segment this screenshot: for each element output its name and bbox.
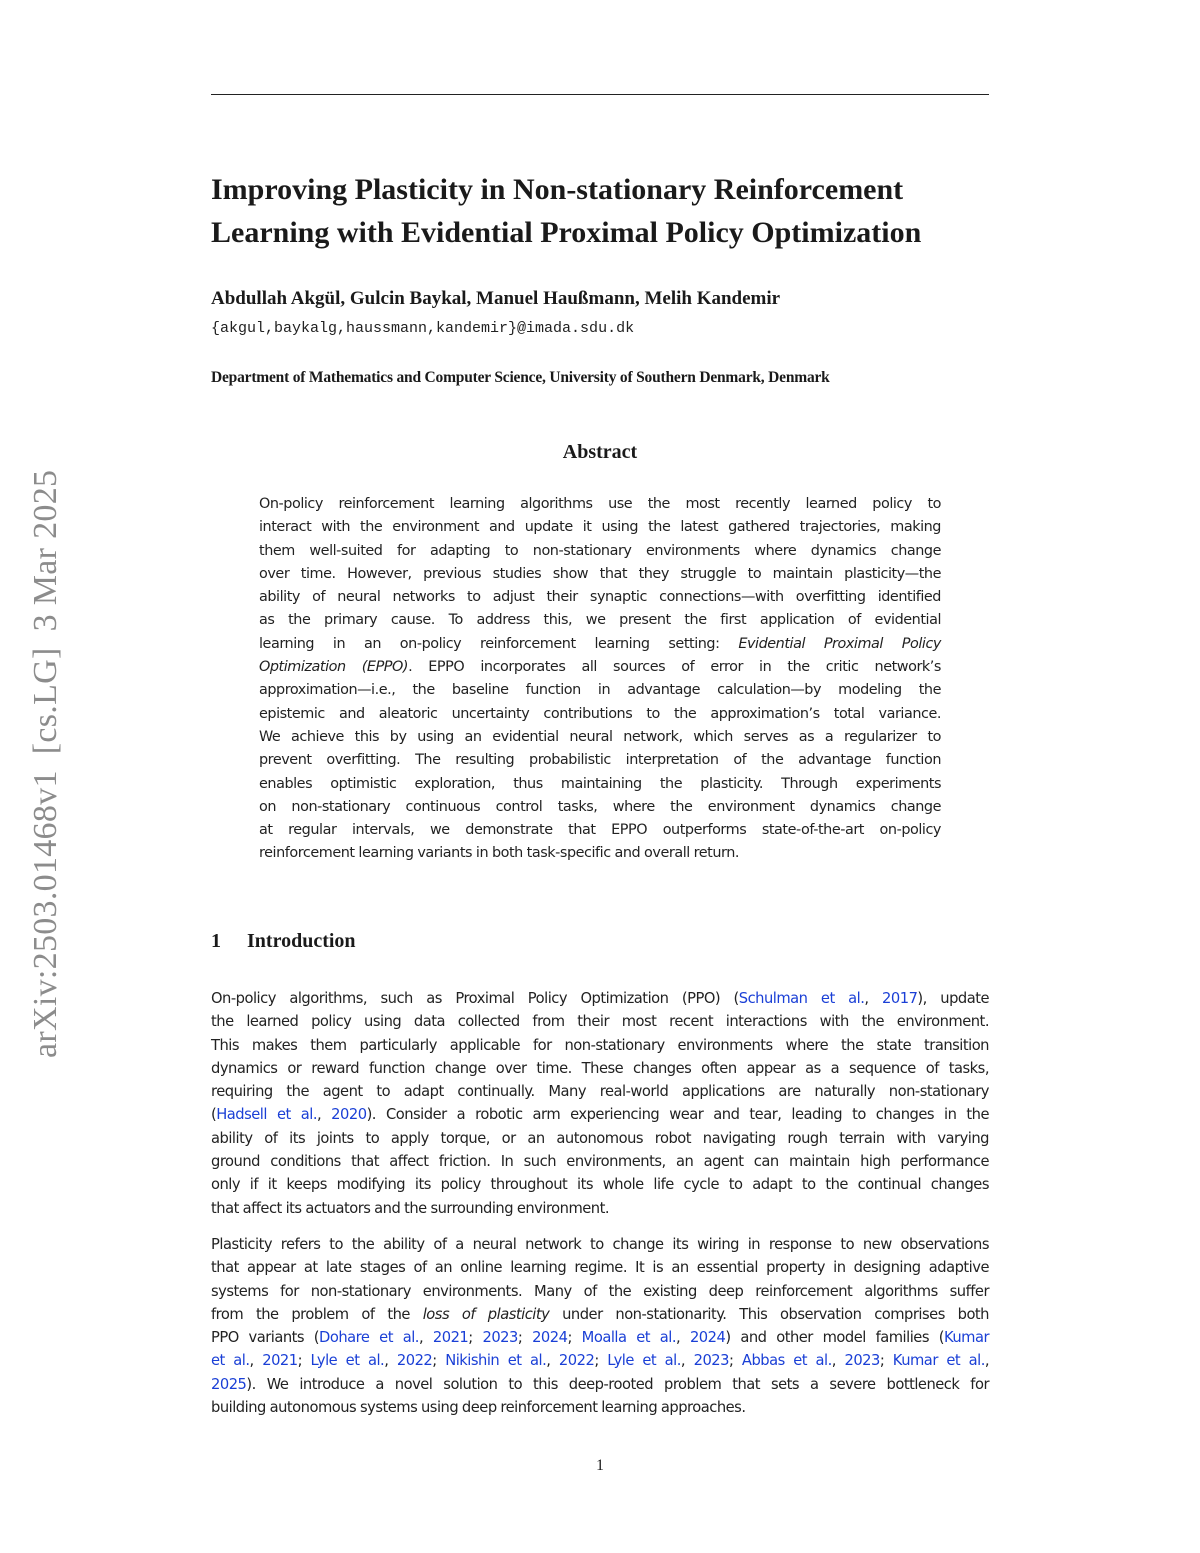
paragraph-line: building autonomous systems using deep reinforcement learning approaches. bbox=[211, 1399, 746, 1417]
citation-link[interactable]: 2024 bbox=[532, 1329, 568, 1347]
abstract-text: . EPPO incorporates all sources of error in the critic network’s bbox=[408, 659, 941, 676]
abstract-emphasis: Optimization (EPPO) bbox=[259, 659, 409, 676]
section-number: 1 bbox=[211, 930, 221, 952]
paragraph-line: ability of its joints to apply torque, or an autonomous robot navigating rough terrain with varying bbox=[211, 1129, 989, 1147]
abstract-line: ability of neural networks to adjust their synaptic connections—with overfitting identified bbox=[259, 589, 941, 606]
top-rule bbox=[211, 94, 989, 95]
paragraph-line: the learned policy using data collected from their most recent interactions with the environment. bbox=[211, 1013, 989, 1031]
author-list: Abdullah Akgül, Gulcin Baykal, Manuel Haußmann, Melih Kandemir bbox=[211, 288, 781, 309]
citation-link[interactable]: 2020 bbox=[331, 1106, 367, 1124]
paragraph-line: that appear at late stages of an online learning regime. It is an essential property in designing adaptive bbox=[211, 1259, 989, 1277]
citation-link[interactable]: 2024 bbox=[689, 1329, 726, 1347]
paragraph-line: dynamics or reward function change over time. These changes often appear as a sequence of tasks, bbox=[211, 1059, 989, 1077]
abstract-line: epistemic and aleatoric uncertainty contributions to the approximation’s total variance. bbox=[259, 705, 941, 722]
arxiv-date: 3 Mar 2025 bbox=[27, 469, 64, 632]
citation-link[interactable]: Moalla et al. bbox=[581, 1329, 677, 1347]
abstract-line: enables optimistic exploration, thus maintaining the plasticity. Through experiments bbox=[259, 775, 941, 792]
paragraph-line: requiring the agent to adapt continually. Many real-world applications are naturally non-stationary bbox=[211, 1083, 989, 1101]
paper-title bbox=[211, 168, 1001, 254]
abstract-line: over time. However, previous studies show that they struggle to maintain plasticity—the bbox=[259, 565, 941, 582]
paragraph-line bbox=[211, 1303, 989, 1326]
abstract-heading: Abstract bbox=[562, 441, 638, 463]
abstract-emphasis: Evidential Proximal Policy bbox=[738, 635, 941, 652]
abstract-line: interact with the environment and update it using the latest gathered trajectories, making bbox=[259, 519, 941, 536]
page-number: 1 bbox=[596, 1457, 604, 1474]
paragraph-line bbox=[211, 1373, 989, 1396]
text: under non-stationarity. This observation comprises both bbox=[549, 1305, 989, 1323]
citation-link[interactable]: 2023 bbox=[482, 1329, 518, 1347]
abstract-line: On-policy reinforcement learning algorithms use the most recently learned policy to bbox=[259, 496, 941, 512]
text: ) and other model families ( bbox=[725, 1329, 944, 1347]
text: , bbox=[864, 990, 883, 1007]
affiliation: Department of Mathematics and Computer Science, University of Southern Denmark, Denmark bbox=[211, 369, 830, 386]
text: ), update bbox=[917, 990, 990, 1007]
abstract-line: them well-suited for adapting to non-stationary environments where dynamics change bbox=[259, 542, 941, 559]
section-heading bbox=[211, 930, 356, 953]
author-emails: {akgul,baykalg,haussmann,kandemir}@imada.sdu.dk bbox=[211, 320, 635, 337]
abstract-line: on non-stationary continuous control tasks, where the environment dynamics change bbox=[259, 798, 941, 815]
paragraph-line: systems for non-stationary environments. Many of the existing deep reinforcement algorithms suffer bbox=[211, 1282, 989, 1300]
citation-link[interactable]: 2021 bbox=[432, 1329, 469, 1347]
abstract-line: approximation—i.e., the baseline function in advantage calculation—by modeling the bbox=[259, 682, 941, 699]
abstract-line bbox=[259, 656, 941, 679]
abstract-line: as the primary cause. To address this, we present the first application of evidential bbox=[259, 612, 941, 629]
citation-link[interactable]: 2017 bbox=[882, 990, 918, 1007]
citation-link[interactable]: Dohare et al. bbox=[319, 1329, 419, 1347]
citation-link[interactable]: 2023 bbox=[844, 1352, 880, 1370]
abstract-body bbox=[259, 493, 941, 866]
citation-link[interactable]: 2022 bbox=[396, 1352, 433, 1370]
citation-link[interactable]: 2021 bbox=[262, 1352, 298, 1370]
paragraph-line: This makes them particularly applicable for non-stationary environments where the state transition bbox=[211, 1036, 989, 1054]
paragraph-line bbox=[211, 1103, 989, 1126]
arxiv-sidebar-stamp bbox=[27, 470, 65, 1058]
intro-paragraph-1 bbox=[211, 987, 989, 1220]
citation-link[interactable]: Kumar et al. bbox=[892, 1352, 985, 1370]
citation-link[interactable]: Kumar bbox=[943, 1329, 990, 1347]
paragraph-line: that affect its actuators and the surrounding environment. bbox=[211, 1199, 610, 1217]
abstract-line: We achieve this by using an evidential neural network, which serves as a regularizer to bbox=[259, 728, 941, 745]
abstract-line: at regular intervals, we demonstrate that EPPO outperforms state-of-the-art on-policy bbox=[259, 822, 941, 839]
citation-link[interactable]: Lyle et al. bbox=[310, 1352, 385, 1370]
abstract-line: prevent overfitting. The resulting probabilistic interpretation of the advantage function bbox=[259, 752, 941, 769]
text: from the problem of the bbox=[211, 1305, 423, 1323]
intro-paragraph-2 bbox=[211, 1233, 989, 1419]
paragraph-line: PPO variants (Dohare et al., 2021; 2023; 2024; Moalla et al., 2024) and other model families (Kumar bbox=[211, 1329, 990, 1347]
citation-link[interactable]: Schulman et al. bbox=[738, 990, 865, 1007]
title-line-2: Learning with Evidential Proximal Policy Optimization bbox=[211, 216, 922, 249]
paragraph-line: Plasticity refers to the ability of a neural network to change its wiring in response to new observations bbox=[211, 1236, 989, 1253]
text: ). We introduce a novel solution to this deep-rooted problem that sets a severe bottleneck for bbox=[246, 1375, 989, 1393]
citation-link[interactable]: Abbas et al. bbox=[741, 1352, 832, 1370]
citation-link[interactable]: Lyle et al. bbox=[607, 1352, 681, 1370]
text: ). Consider a robotic arm experiencing wear and tear, leading to changes in the bbox=[366, 1106, 989, 1124]
citation-link[interactable]: et al. bbox=[211, 1352, 250, 1370]
citation-link[interactable]: Nikishin et al. bbox=[445, 1352, 547, 1370]
abstract-line: reinforcement learning variants in both task-specific and overall return. bbox=[259, 845, 740, 862]
section-title: Introduction bbox=[247, 930, 356, 952]
text: On-policy algorithms, such as Proximal Policy Optimization (PPO) ( bbox=[211, 990, 739, 1007]
paragraph-line: ground conditions that affect friction. In such environments, an agent can maintain high performance bbox=[211, 1153, 989, 1171]
citation-link[interactable]: 2023 bbox=[693, 1352, 729, 1370]
abstract-line bbox=[259, 633, 941, 656]
paragraph-line: only if it keeps modifying its policy throughout its whole life cycle to adapt to the continual changes bbox=[211, 1176, 989, 1194]
title-line-1: Improving Plasticity in Non-stationary Reinforcement bbox=[211, 173, 904, 206]
arxiv-category: [cs.LG] bbox=[27, 647, 64, 755]
arxiv-id[interactable]: arXiv:2503.01468v1 bbox=[27, 770, 64, 1058]
text: , bbox=[317, 1106, 332, 1124]
citation-link[interactable]: 2022 bbox=[558, 1352, 595, 1370]
text: ( bbox=[211, 1106, 217, 1124]
citation-link[interactable]: 2025 bbox=[211, 1375, 247, 1393]
abstract-text: learning in an on-policy reinforcement learning setting: bbox=[259, 635, 720, 652]
paragraph-line bbox=[211, 987, 989, 1010]
emphasis: loss of plasticity bbox=[422, 1305, 550, 1323]
text: PPO variants ( bbox=[211, 1329, 320, 1347]
paragraph-line: et al., 2021; Lyle et al., 2022; Nikishin et al., 2022; Lyle et al., 2023; Abbas et al., 2023; Kumar et al., bbox=[211, 1352, 990, 1370]
citation-link[interactable]: Hadsell et al. bbox=[216, 1106, 317, 1124]
